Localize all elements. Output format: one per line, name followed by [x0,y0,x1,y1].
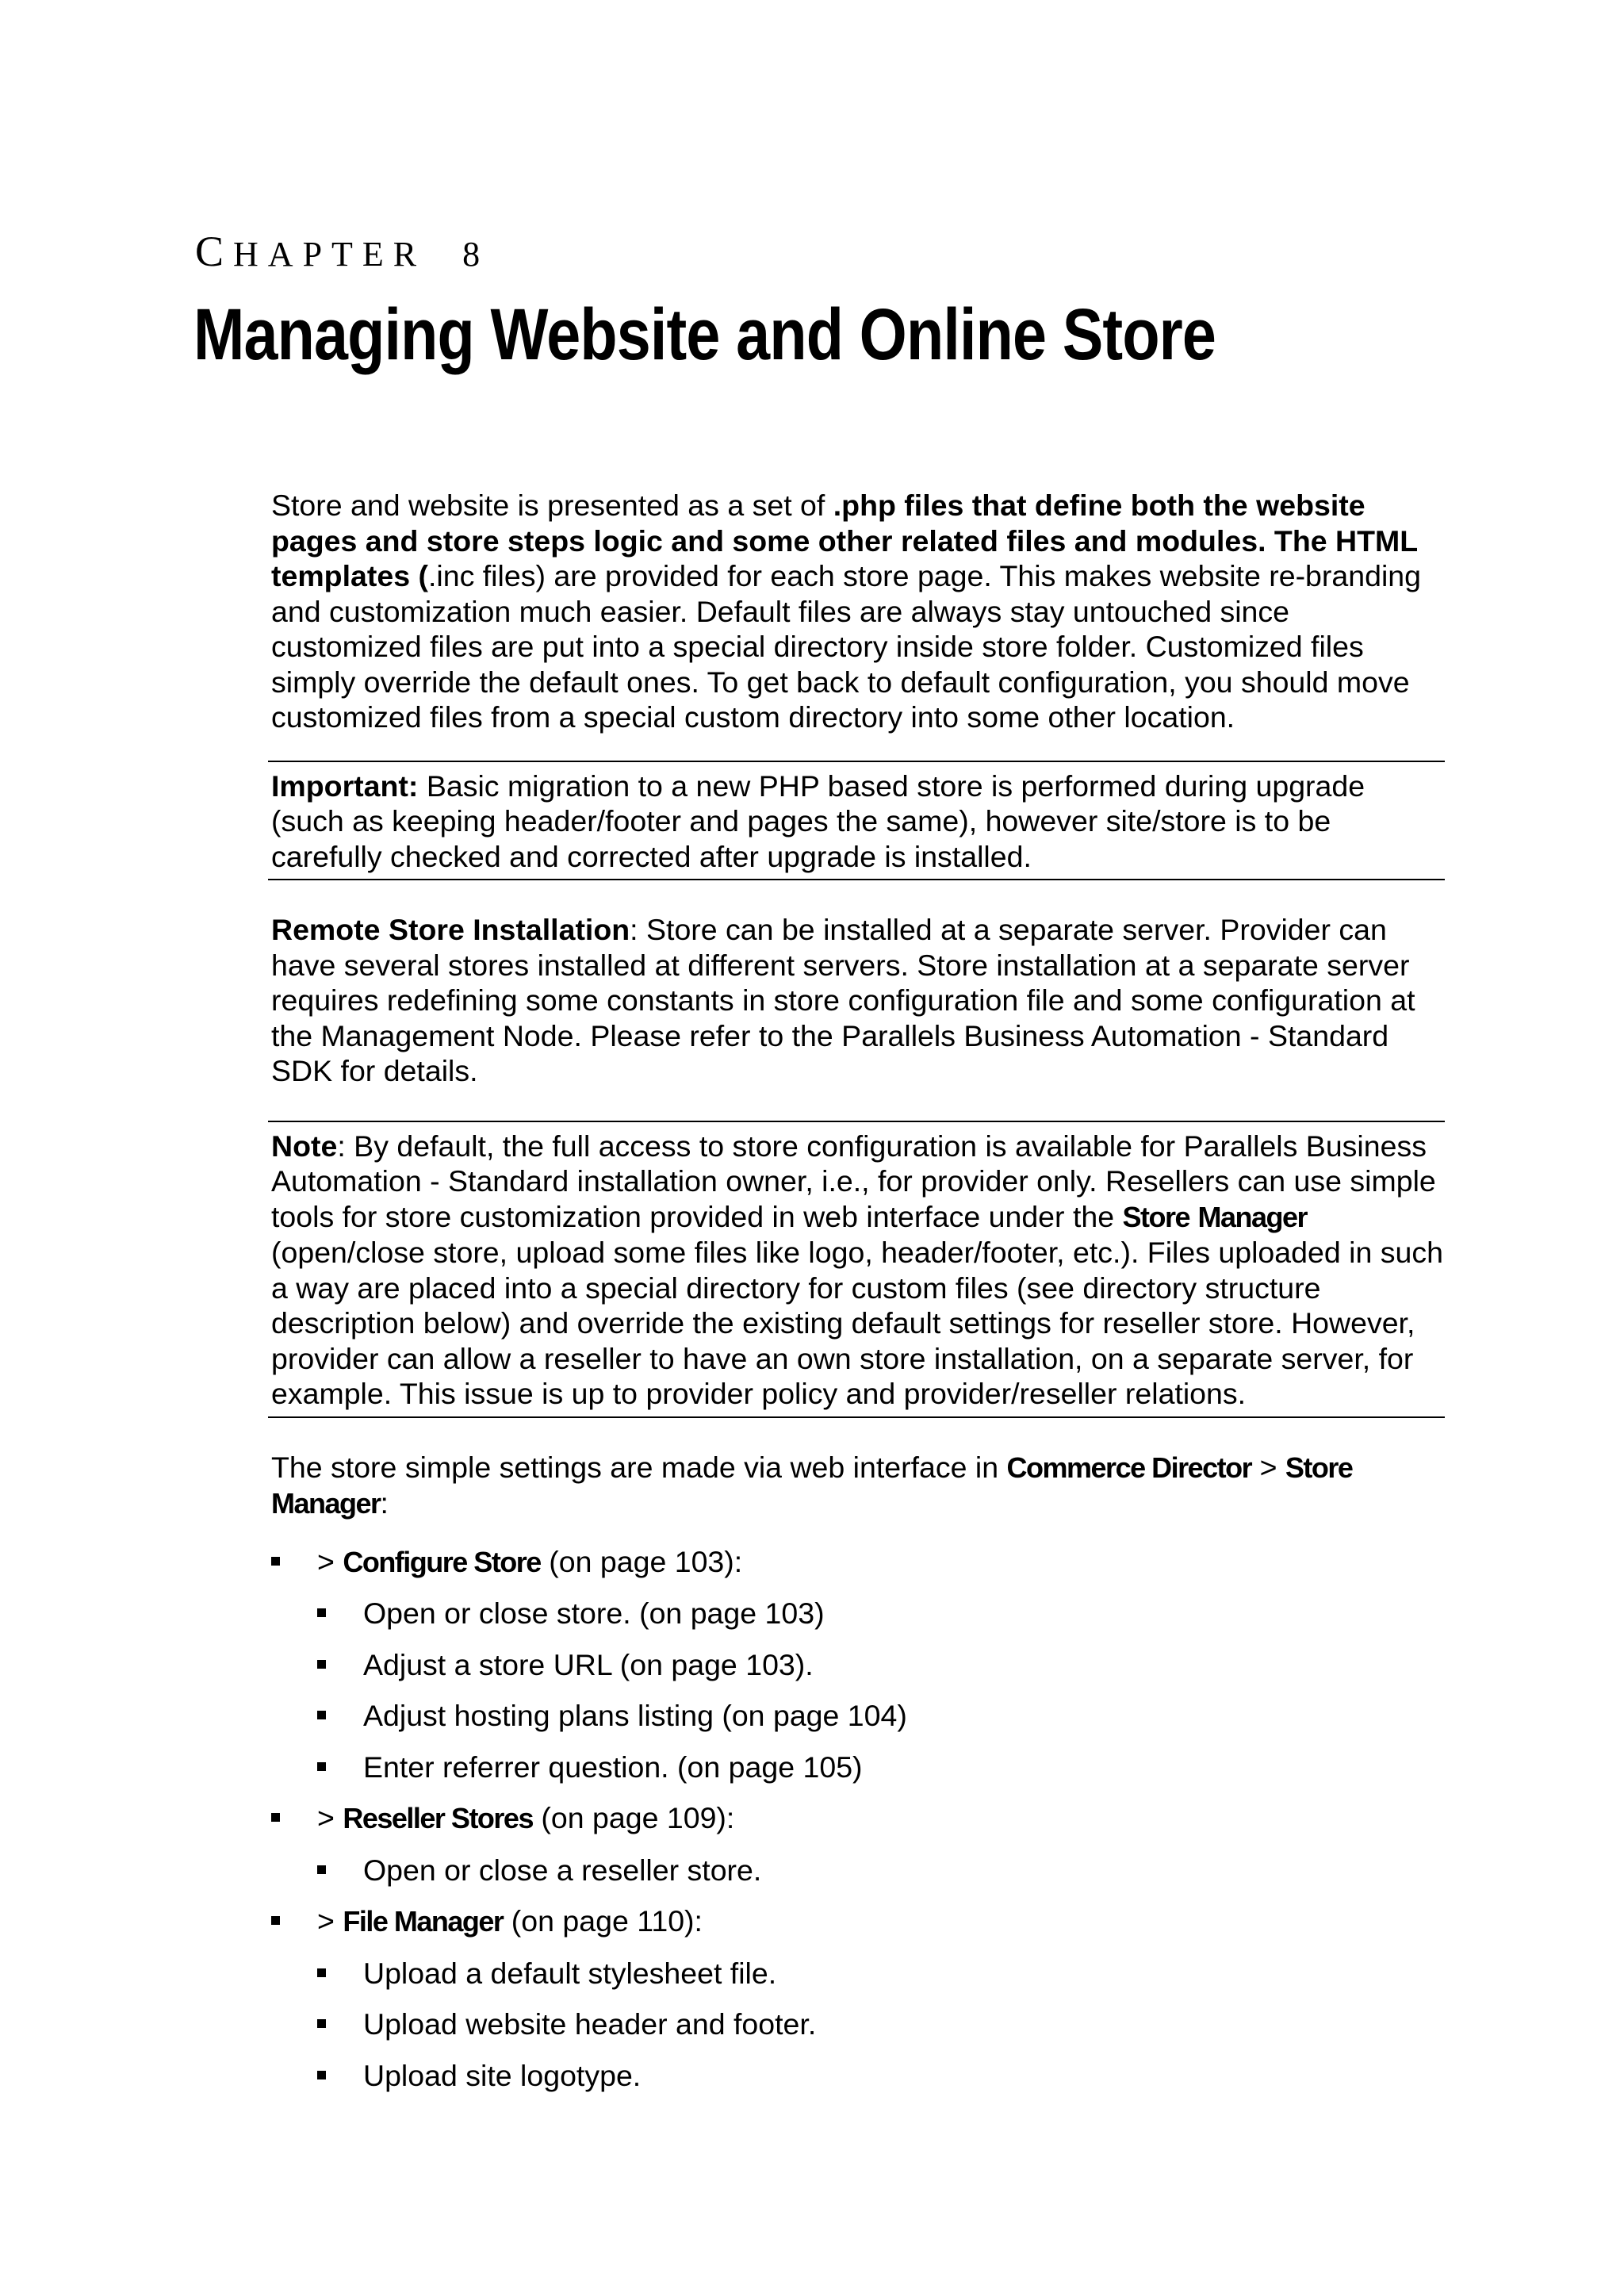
settings-paragraph [271,1450,1445,1522]
remote-paragraph [271,912,1445,1089]
intro-text-bold: .php files that define both the website pages and store steps logic and some other related files and modules. The HTML templates ( [271,489,1418,592]
chapter-label-initial: C [195,228,234,275]
note-paragraph [271,1129,1445,1412]
settings-separator: > [1251,1450,1285,1484]
settings-colon: : [380,1486,389,1520]
sub-list-item: Adjust a store URL (on page 103). [317,1647,1445,1683]
list-item [271,1903,1445,2093]
store-manager-link-a[interactable]: Store [1285,1451,1353,1484]
list-item [271,1800,1445,1888]
important-box [268,761,1445,881]
chapter-number: 8 [462,235,490,274]
sub-list [317,1596,1445,1784]
list-prefix: > [317,1904,343,1938]
commerce-director-link[interactable]: Commerce Director [1006,1451,1252,1484]
sub-list-item: Enter referrer question. (on page 105) [317,1750,1445,1785]
sub-list [317,1853,1445,1888]
sub-list [317,1956,1445,2094]
store-manager-link-2[interactable]: Manager [1197,1200,1307,1233]
chapter-title: Managing Website and Online Store [193,294,1216,375]
store-manager-link-b[interactable]: Manager [271,1487,381,1520]
file-manager-link[interactable]: File Manager [343,1905,504,1938]
list-prefix: > [317,1801,343,1834]
intro-text-2: .inc files) are provided for each store page. This makes website re-branding and customization much easier. Default files are always stay untouched since customized files are put into a special directory inside store folder. Customized files simply override the default ones. To get back to default configuration, you should move customized files from a special custom directory into some other location. [271,559,1422,734]
sub-list-item: Upload a default stylesheet file. [317,1956,1445,1991]
remote-text: : Store can be installed at a separate server. Provider can have several stores installed at different servers. Store installation at a separate server requires redefining some constants in store configuration file and some configuration at the Management Node. Please refer to the Parallels Business Automation - Standard SDK for details. [271,913,1415,1087]
list-suffix: (on page 109): [532,1801,735,1834]
list-suffix: (on page 110): [503,1904,703,1938]
list-suffix: (on page 103): [540,1544,743,1578]
sub-list-item: Open or close a reseller store. [317,1853,1445,1888]
important-text: Basic migration to a new PHP based store is performed during upgrade (such as keeping header/footer and pages the same), however site/store is to be carefully checked and corrected after upgrade is installed. [271,769,1365,873]
chapter-label [195,227,489,276]
sub-list-item: Upload website header and footer. [317,2007,1445,2042]
chapter-label-rest: HAPTER [233,235,427,274]
content-body [271,488,1445,2109]
note-text-1: : By default, the full access to store configuration is available for Parallels Business Automation - Standard installation owner, i.e., for provider only. Resellers can use simple tools for store customization provided in web interface under the [271,1129,1436,1233]
store-manager-link-1[interactable]: Store [1122,1200,1190,1233]
list-prefix: > [317,1544,343,1578]
remote-label: Remote Store Installation [271,913,630,946]
sub-list-item: Upload site logotype. [317,2058,1445,2094]
intro-paragraph [271,488,1445,735]
note-box [268,1121,1445,1418]
note-text-2: (open/close store, upload some files like logo, header/footer, etc.). Files uploaded in such a way are placed into a special directory for custom files (see directory structure description below) and override the existing default settings for reseller store. However, provider can allow a reseller to have an own store installation, on a separate server, for example. This issue is up to provider policy and provider/reseller relations. [271,1236,1443,1410]
intro-text-1: Store and website is presented as a set of [271,489,833,522]
settings-text: The store simple settings are made via web interface in [271,1450,1007,1484]
list-item [271,1544,1445,1785]
reseller-stores-link[interactable]: Reseller Stores [343,1802,533,1834]
note-label: Note [271,1129,338,1163]
important-label: Important: [271,769,419,803]
settings-list [271,1544,1445,2094]
sub-list-item: Open or close store. (on page 103) [317,1596,1445,1631]
configure-store-link[interactable]: Configure Store [343,1545,541,1578]
important-paragraph [271,769,1445,875]
sub-list-item: Adjust hosting plans listing (on page 104) [317,1698,1445,1734]
